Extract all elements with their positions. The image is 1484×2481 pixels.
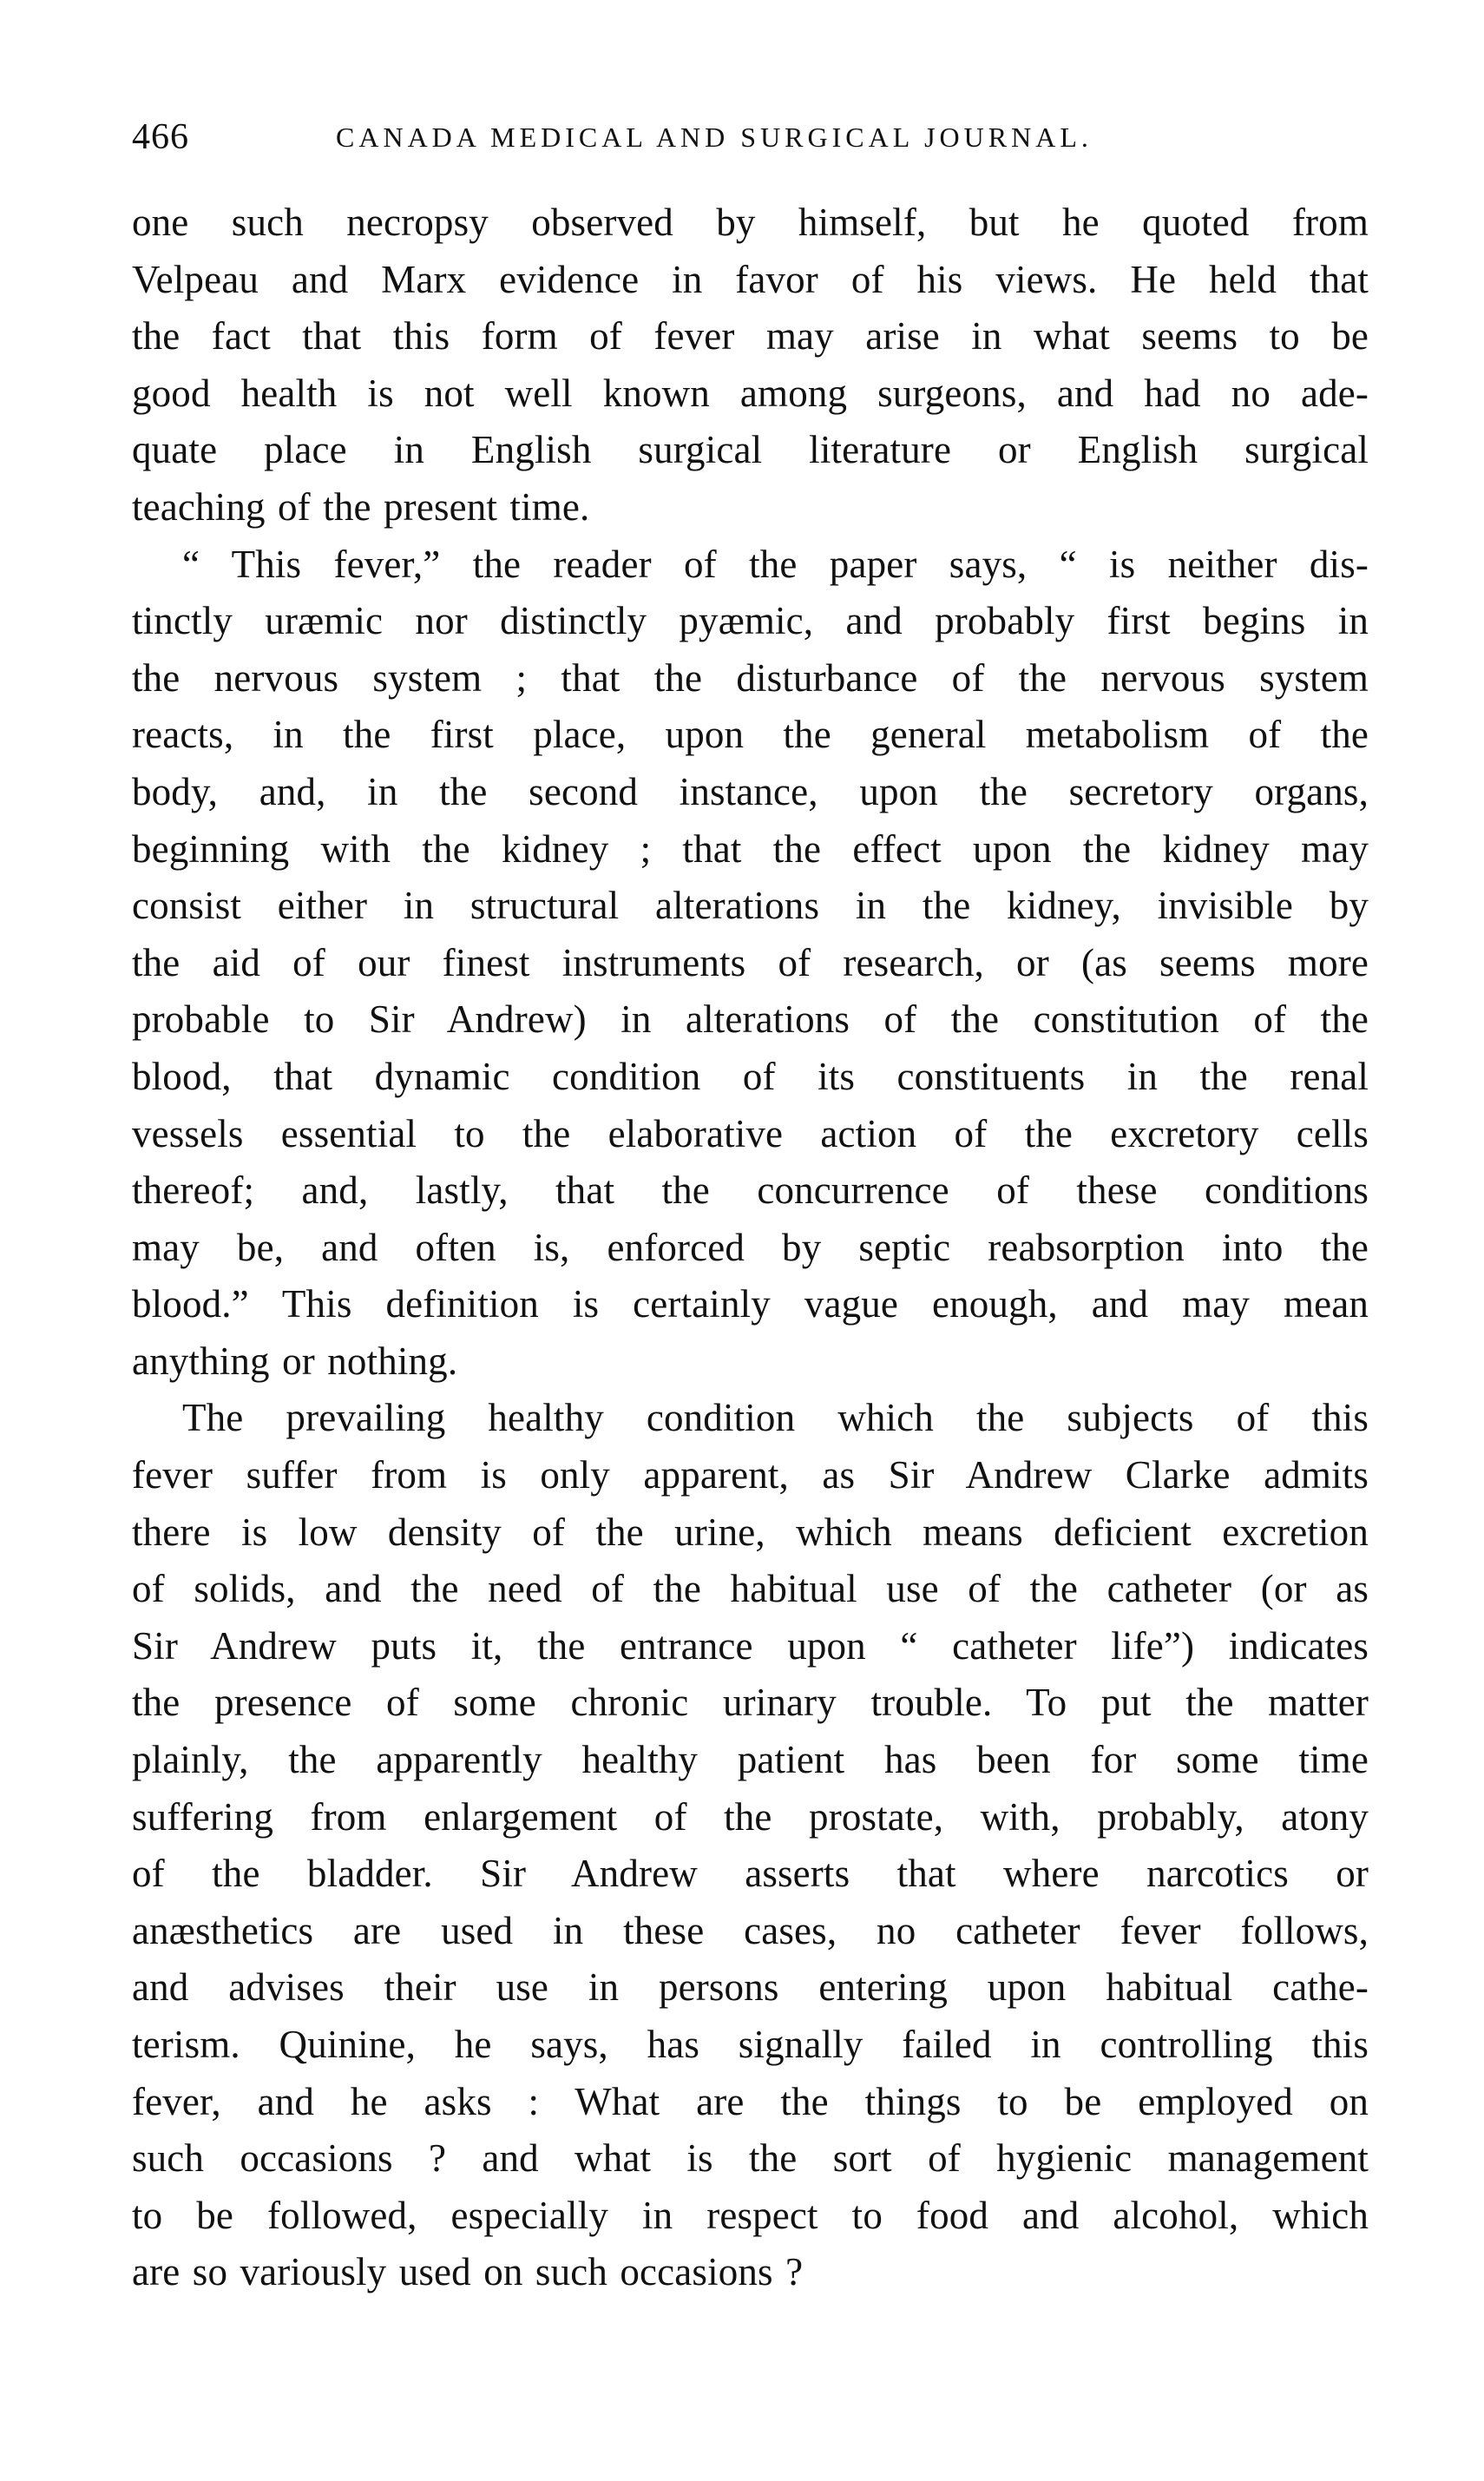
text-line: of the bladder. Sir Andrew asserts that where narcotics or — [132, 1852, 1369, 1896]
text-line: the presence of some chronic urinary trouble. To put the matter — [132, 1681, 1369, 1725]
text-line: tinctly uræmic nor distinctly pyæmic, and probably first begins in — [132, 599, 1369, 643]
text-line: anæsthetics are used in these cases, no catheter fever follows, — [132, 1908, 1369, 1952]
text-line: Sir Andrew puts it, the entrance upon “ catheter life”) indicates — [132, 1623, 1369, 1668]
text-line: one such necropsy observed by himself, but he quoted from — [132, 201, 1369, 244]
text-line: body, and, in the second instance, upon the secretory organs, — [132, 769, 1369, 813]
article-text — [132, 194, 1369, 2301]
text-line: terism. Quinine, he says, has signally failed in controlling this — [132, 2023, 1369, 2066]
text-line: plainly, the apparently healthy patient has been for some time — [132, 1738, 1369, 1782]
journal-title: CANADA MEDICAL AND SURGICAL JOURNAL. — [336, 122, 1093, 153]
text-line: fever suffer from is only apparent, as Sir Andrew Clarke admits — [132, 1453, 1369, 1497]
paragraph-1 — [132, 194, 1369, 536]
text-line: blood.” This definition is certainly vague enough, and may mean — [132, 1282, 1369, 1326]
text-line: good health is not well known among surgeons, and had no ade- — [132, 371, 1369, 415]
text-line: fever, and he asks : What are the things to be employed on — [132, 2079, 1369, 2123]
text-line: to be followed, especially in respect to food and alcohol, which — [132, 2193, 1369, 2237]
text-line: Velpeau and Marx evidence in favor of his views. He held that — [132, 257, 1369, 301]
text-line: thereof; and, lastly, that the concurrence of these conditions — [132, 1168, 1369, 1213]
text-line: The prevailing healthy condition which the subjects of this — [182, 1396, 1369, 1440]
text-line: suffering from enlargement of the prostate, with, probably, atony — [132, 1794, 1369, 1839]
text-line: are so variously used on such occasions ? — [132, 2250, 804, 2294]
paragraph-2 — [132, 536, 1369, 1391]
text-line: quate place in English surgical literature or English surgical — [132, 428, 1369, 472]
text-line: the nervous system ; that the disturbance of the nervous system — [132, 655, 1369, 700]
text-line: such occasions ? and what is the sort of hygienic management — [132, 2136, 1369, 2181]
text-line: and advises their use in persons entering upon habitual cathe- — [132, 1965, 1369, 2010]
paragraph-3 — [132, 1390, 1369, 2301]
text-line: there is low density of the urine, which means deficient excretion — [132, 1510, 1369, 1554]
text-line: teaching of the present time. — [132, 484, 590, 529]
page-number: 466 — [132, 117, 189, 157]
text-line: the aid of our finest instruments of research, or (as seems more — [132, 940, 1369, 984]
text-line: reacts, in the first place, upon the general metabolism of the — [132, 713, 1369, 757]
text-line: blood, that dynamic condition of its constituents in the renal — [132, 1054, 1369, 1098]
text-line: beginning with the kidney ; that the effect upon the kidney may — [132, 826, 1369, 871]
text-line: may be, and often is, enforced by septic reabsorption into the — [132, 1225, 1369, 1269]
text-line: of solids, and the need of the habitual use of the catheter (or as — [132, 1567, 1369, 1611]
text-line: the fact that this form of fever may arise in what seems to be — [132, 314, 1369, 359]
text-line: “ This fever,” the reader of the paper says, “ is neither dis- — [182, 542, 1369, 586]
text-line: probable to Sir Andrew) in alterations of the constitution of the — [132, 997, 1369, 1042]
text-line: vessels essential to the elaborative action of the excretory cells — [132, 1111, 1369, 1155]
text-line: anything or nothing. — [132, 1339, 458, 1383]
running-head — [132, 111, 1369, 163]
text-line: consist either in structural alterations in the kidney, invisible by — [132, 884, 1369, 928]
